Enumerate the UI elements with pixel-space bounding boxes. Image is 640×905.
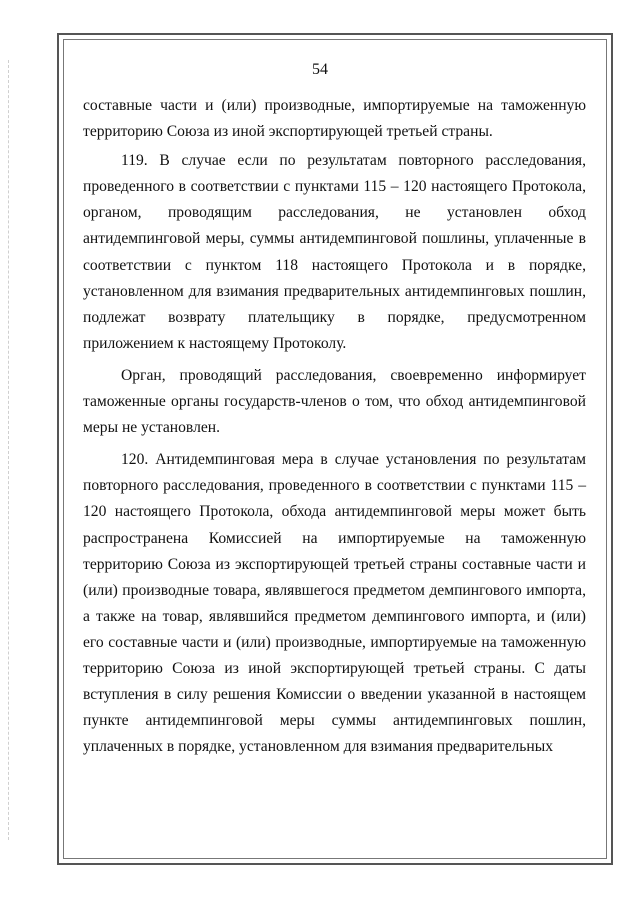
paragraph-119: 119. В случае если по результатам повторного расследования, проведенного в соответствии с пунктами 115 – 120 настоящего Протокола, органом, проводящим расследования, не установлен обход антидемпинговой меры, суммы антидемпинговой пошлины, уплаченные в соответствии с пунктом 118 настоящего Протокола и в порядке, установленном для взимания предварительных антидемпинговых пошлин, подлежат возврату плательщику в порядке, предусмотренном приложением к настоящему Протоколу. [83, 152, 586, 352]
paragraph-120: 120. Антидемпинговая мера в случае установления по результатам повторного расследования, проведенного в соответствии с пунктами 115 – 120 настоящего Протокола, обхода антидемпинговой меры может быть распространена Комиссией на импортируемые на таможенную территорию Союза из экспортирующей третьей страны составные части и (или) производные товара, являвшегося предметом демпингового импорта, а также на товар, являвшийся предметом демпингового импорта, и (или) его составные части и (или) производные, импортируемые на таможенную территорию Союза из иной экспортирующей третьей страны. С даты вступления в силу решения Комиссии о введении указанной в настоящем пункте антидемпинговой меры суммы антидемпинговых пошлин, уплаченных в порядке, установленном для взимания предварительных [83, 451, 586, 756]
paragraph-continuation: составные части и (или) производные, импортируемые на таможенную территорию Союза из иной экспортирующей третьей страны. [83, 97, 586, 141]
scan-margin-marks [8, 60, 11, 840]
page-number: 54 [312, 61, 328, 78]
paragraph-119-second: Орган, проводящий расследования, своевременно информирует таможенные органы государств-членов о том, что обход антидемпинговой меры не установлен. [83, 366, 586, 437]
document-body [83, 93, 586, 760]
